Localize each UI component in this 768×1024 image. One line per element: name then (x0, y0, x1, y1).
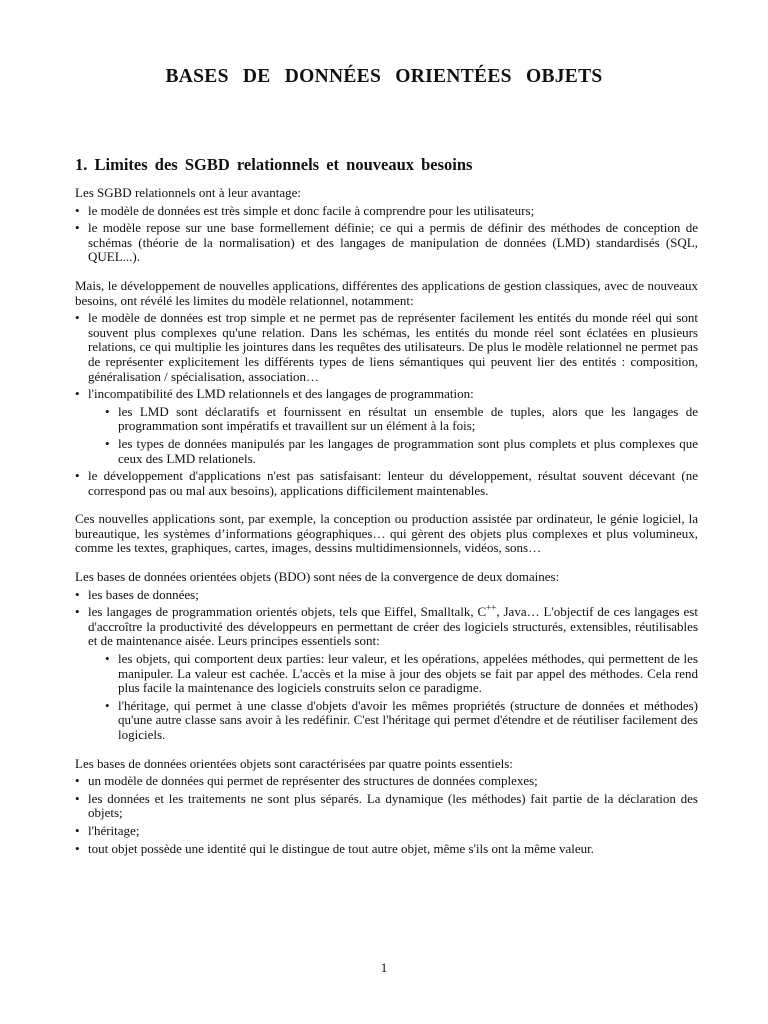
limits-intro: Mais, le développement de nouvelles applications, différentes des applications de gestion classiques, avec de nouveaux besoins, ont révélé les limites du modèle relationnel, notamment: (75, 277, 698, 308)
list-item: • le développement d'applications n'est pas satisfaisant: lenteur du développement, résultat souvent décevant (ne correspond pas ou mal aux besoins), applications difficilement maintenables. (75, 469, 698, 498)
list-item: • l'héritage; (75, 824, 698, 839)
sublist (105, 405, 698, 466)
characteristics-list (75, 774, 698, 856)
bdo-intro: Les bases de données orientées objets (BDO) sont nées de la convergence de deux domaines: (75, 569, 560, 585)
list-item: • un modèle de données qui permet de représenter des structures de données complexes; (75, 774, 698, 789)
text-fragment: , Java… L'objectif de ces langages est d'accroître la productivité des développeurs en permettant de créer des logiciels structurés, extensibles, réutilisables et de maintenance aisée. Leurs principes essentiels sont: (88, 604, 698, 649)
list-item: • les objets, qui comportent deux parties: leur valeur, et les opérations, appelées méthodes, qui permettent de les manipuler. La valeur est cachée. L'accès et la mise à jour des objets se fait par appel des méthodes. Cela rend plus facile la maintenance des logiciels construits selon ce paradigme. (105, 652, 698, 696)
list-item: • le modèle de données est trop simple et ne permet pas de représenter facilement les entités du monde réel qui sont souvent plus complexes qu'une relation. Dans les schémas, les entités du monde réel sont éclatées en plusieurs relations, ce qui multiplie les jointures dans les requêtes des utilisateurs. De plus le modèle relationnel ne permet pas de représenter explicitement les différents types de liens sémantiques qui peuvent lier des entités : composition, généralisation / spécialisation, association… (75, 311, 698, 384)
list-item-text: l'incompatibilité des LMD relationnels et des langages de programmation: (88, 386, 474, 402)
list-item: • le modèle repose sur une base formellement définie; ce qui a permis de définir des méthodes de conception de schémas (théorie de la normalisation) et des langages de manipulation de données (LMD) standardisés (SQL, QUEL...). (75, 221, 698, 265)
advantages-list (75, 204, 698, 265)
list-item (75, 387, 698, 466)
superscript: ++ (486, 602, 497, 613)
characteristics-intro: Les bases de données orientées objets sont caractérisées par quatre points essentiels: (75, 755, 513, 771)
text-fragment: les langages de programmation orientés objets, tels que Eiffel, Smalltalk, C (88, 604, 487, 620)
section-heading: 1. Limites des SGBD relationnels et nouveaux besoins (75, 155, 473, 174)
new-applications-paragraph: Ces nouvelles applications sont, par exemple, la conception ou production assistée par ordinateur, le génie logiciel, la bureautique, les systèmes d’informations géographiques… qui gèrent des objets plus complexes et plus volumineux, comme les textes, graphiques, cartes, images, dessins multidimensionnels, vidéos, sons… (75, 511, 698, 556)
limits-list (75, 311, 698, 498)
page-number: 1 (380, 960, 388, 975)
list-item (75, 602, 698, 742)
list-item: • tout objet possède une identité qui le distingue de tout autre objet, même s'ils ont la même valeur. (75, 842, 698, 857)
list-item: • l'héritage, qui permet à une classe d'objets d'avoir les mêmes propriétés (structure de données et méthodes) qu'une autre classe sans avoir à les redéfinir. C'est l'héritage qui permet d'étendre et de réutiliser facilement des logiciels. (105, 699, 698, 743)
sublist (105, 652, 698, 743)
section-body (75, 186, 698, 856)
list-item: • les LMD sont déclaratifs et fournissent en résultat un ensemble de tuples, alors que les langages de programmation sont impératifs et travaillent sur un élément à la fois; (105, 405, 698, 434)
bdo-domains-list (75, 588, 698, 743)
list-item: • les bases de données; (75, 588, 698, 603)
list-item: • les types de données manipulés par les langages de programmation sont plus complets et plus complexes que ceux des LMD relationels. (105, 437, 698, 466)
list-item: • les données et les traitements ne sont plus séparés. La dynamique (les méthodes) fait partie de la déclaration des objets; (75, 792, 698, 821)
list-item-text (88, 604, 698, 648)
page-title: BASES DE DONNÉES ORIENTÉES OBJETS (165, 66, 603, 87)
list-item: • le modèle de données est très simple et donc facile à comprendre pour les utilisateurs; (75, 204, 698, 219)
advantages-intro: Les SGBD relationnels ont à leur avantage: (75, 185, 301, 200)
